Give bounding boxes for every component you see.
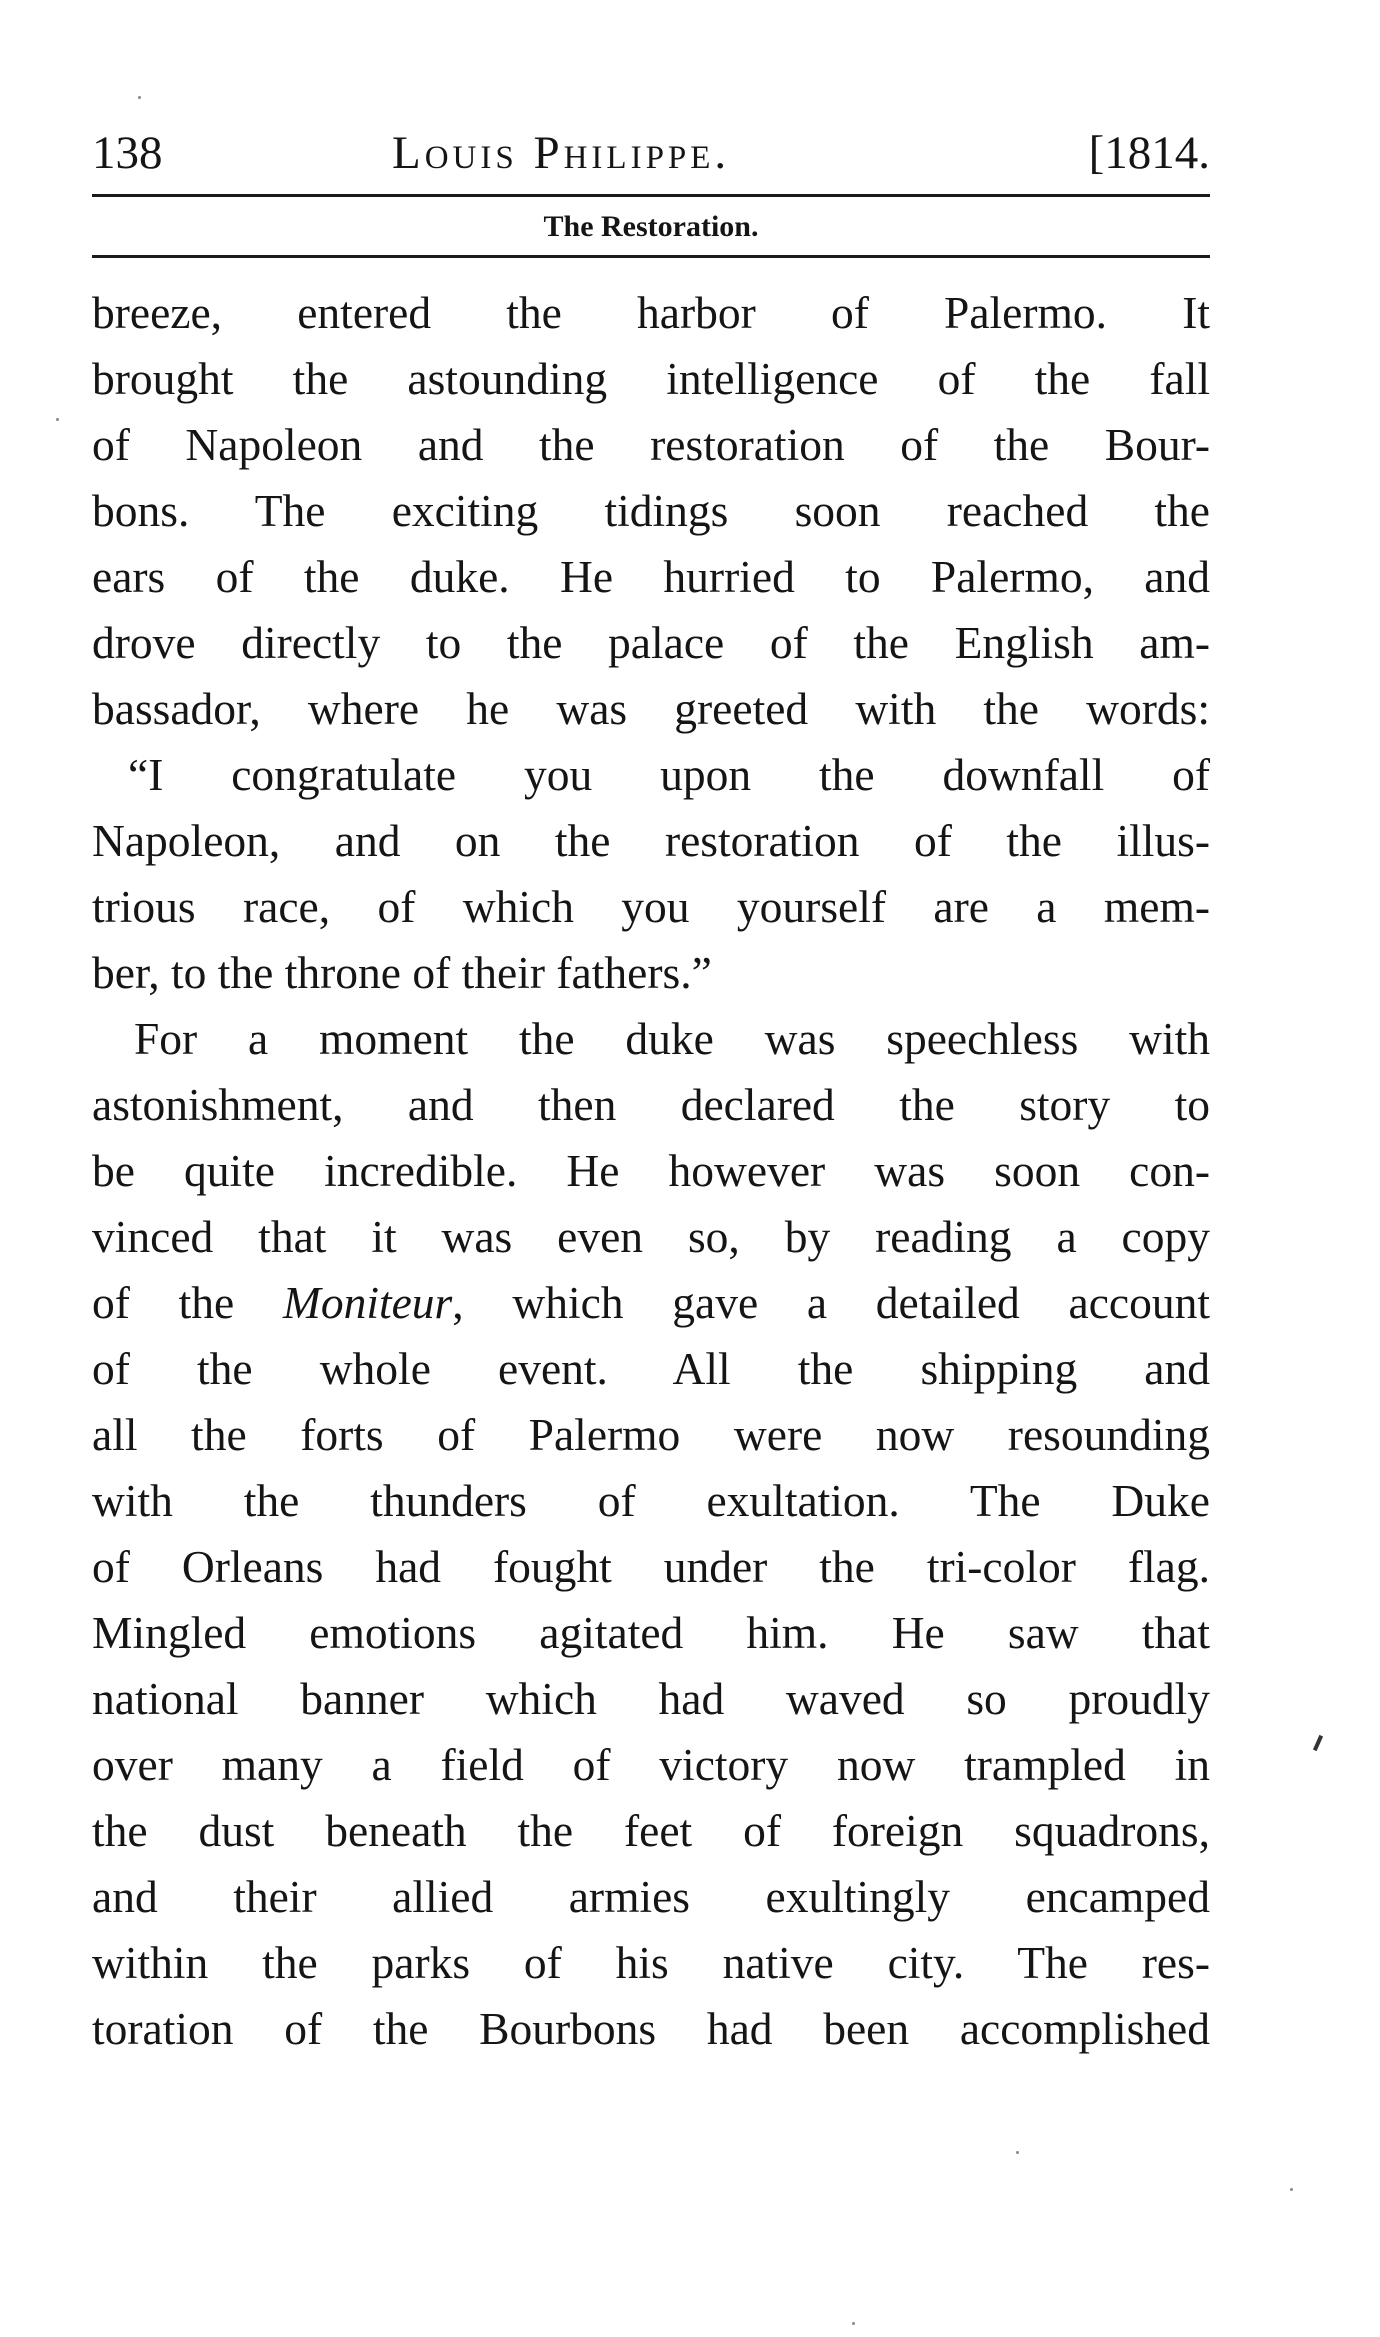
text-line: over many a field of victory now trampled in [92,1739,1210,1790]
page-number: 138 [92,127,163,179]
text-line: bassador, where he was greeted with the words: [92,683,1210,734]
paper-speck [1290,2188,1293,2191]
text-line: Napoleon, and on the restoration of the illus- [92,815,1210,866]
stray-ink-mark [1313,1735,1323,1751]
bottom-rule [92,255,1210,258]
section-heading: The Restoration. [543,210,759,243]
text-line: within the parks of his native city. The res- [92,1937,1210,1988]
text-line: breeze, entered the harbor of Palermo. It [92,287,1210,338]
body-text [92,280,1210,2062]
text-line: toration of the Bourbons had been accomplished [92,2003,1210,2054]
paper-speck [138,96,141,99]
italic-title-moniteur: Moniteur [282,1277,453,1328]
text-line: the dust beneath the feet of foreign squadrons, [92,1805,1210,1856]
paper-speck [1016,2151,1019,2154]
text-fragment: of the [92,1277,283,1328]
text-line: and their allied armies exultingly encamped [92,1871,1210,1922]
text-line: with the thunders of exultation. The Duke [92,1475,1210,1526]
text-line: all the forts of Palermo were now resounding [92,1409,1210,1460]
text-line: “I congratulate you upon the downfall of [128,749,1210,800]
text-line: brought the astounding intelligence of the fall [92,353,1210,404]
running-head [92,112,1210,194]
text-line: vinced that it was even so, by reading a copy [92,1211,1210,1262]
text-line: For a moment the duke was speechless with [134,1013,1210,1064]
text-line: of the whole event. All the shipping and [92,1343,1210,1394]
year-marker: [1814. [1088,127,1210,179]
text-line: Mingled emotions agitated him. He saw that [92,1607,1210,1658]
text-line: drove directly to the palace of the English am- [92,617,1210,668]
paper-speck [56,418,59,421]
text-line: trious race, of which you yourself are a mem- [92,881,1210,932]
book-title: Louis Philippe. [392,127,731,179]
text-line: astonishment, and then declared the story to [92,1079,1210,1130]
text-line: be quite incredible. He however was soon con- [92,1145,1210,1196]
text-fragment: , which gave a detailed account [452,1277,1210,1328]
text-line: bons. The exciting tidings soon reached the [92,485,1210,536]
text-line-with-italic [92,1270,1210,1336]
text-line: national banner which had waved so proudly [92,1673,1210,1724]
book-page [92,112,1210,2062]
text-line: ber, to the throne of their fathers.” [92,947,712,998]
paper-speck [852,2322,855,2325]
text-line: of Napoleon and the restoration of the Bour- [92,419,1210,470]
text-line: of Orleans had fought under the tri-color flag. [92,1541,1210,1592]
text-line: ears of the duke. He hurried to Palermo, and [92,551,1210,602]
